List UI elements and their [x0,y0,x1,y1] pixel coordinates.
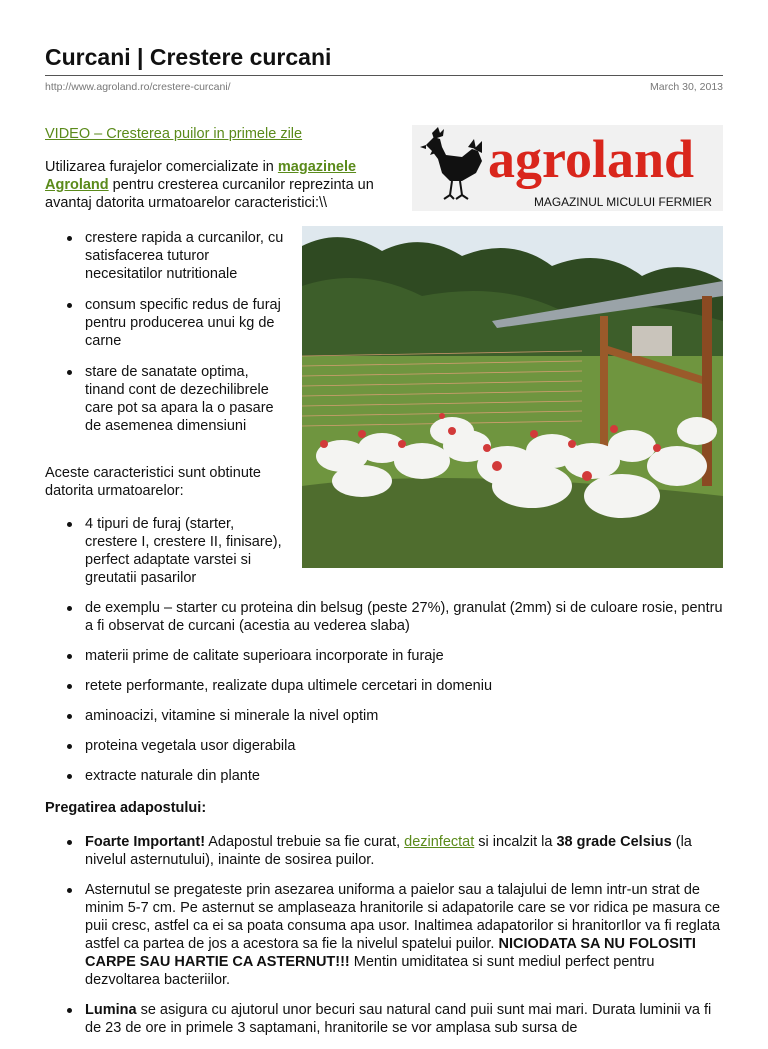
intro-text-before: Utilizarea furajelor comercializate in [45,159,278,175]
shelter-heading: Pregatirea adapostului: [45,800,207,816]
video-link[interactable]: VIDEO – Cresterea puilor in primele zile [45,126,303,142]
agroland-logo [412,125,723,211]
shelter-list [45,833,723,1049]
publish-date: March 30, 2013 [650,81,723,93]
stores-link[interactable]: magazinele Agroland [45,159,357,193]
reasons-list [45,515,723,797]
intro-text-after: pentru cresterea curcanilor reprezinta un avantaj datorita urmatoarelor caracteristici:\\ [45,177,374,211]
list-item: extracte naturale din plante [45,767,723,785]
list-item: de exemplu – starter cu proteina din belsug (peste 27%), granulat (2mm) si de culoare rosie, pentru a fi observat de curcani (acestia au vederea slaba) [45,599,723,635]
list-item: materii prime de calitate superioara incorporate in furaje [45,647,723,665]
list-item: consum specific redus de furaj pentru producerea unui kg de carne [45,296,285,350]
list-item: stare de sanatate optima, tinand cont de dezechilibrele care pot sa apara la o pasare de asemenea dimensiuni [45,363,285,435]
page-title: Curcani | Crestere curcani [45,44,332,70]
features-list [45,229,285,448]
item-text: Adapostul trebuie sa fie curat, [205,834,405,850]
item-text: (la nivelul asternutului), inainte de sosirea puilor. [85,834,692,868]
rooster-icon [420,127,482,199]
item-text: Asternutul se pregateste prin asezarea uniforma a paielor sau a talajului de lemn intr-un strat de minim 5-7 cm. Pe asternut se amplaseaza hranitorile si adapatorile care se vor ridica pe masura ce puii cresc, astfel ca ei sa poata consuma apa usor. Inaltimea adapatorilor si hranitorIlor va fi reglata astfel ca partea de jos a acestora sa fie la nivelul spatelui puilor. [85,882,721,952]
list-item: 4 tipuri de furaj (starter, crestere I, crestere II, finisare), perfect adaptate varstei si greutatii pasarilor [45,515,285,587]
item-text: se asigura cu ajutorul unor becuri sau natural cand puii sunt mai mari. Durata luminii va fi de 23 de ore in primele 3 saptamani, hranitorile se vor amplasa sub sursa de [85,1002,712,1036]
important-label: Foarte Important! [85,834,206,850]
list-item: proteina vegetala usor digerabila [45,737,723,755]
list-item: crestere rapida a curcanilor, cu satisfacerea tuturor necesitatilor nutritionale [45,229,285,283]
logo-tagline: MAGAZINUL MICULUI FERMIER [534,195,713,209]
logo-brand: agroland [488,129,695,189]
temperature-label: 38 grade Celsius [556,834,672,850]
item-text: Mentin umiditatea si sunt mediul perfect pentru dezvoltarea bacteriilor. [85,954,655,988]
item-text: si incalzit la [474,834,557,850]
list-item [45,1001,723,1037]
disinfected-link[interactable]: dezinfectat [404,834,475,850]
warning-label: NICIODATA SA NU FOLOSITI CARPE SAU HARTIE CA ASTERNUT!!! [85,936,696,970]
source-url[interactable]: http://www.agroland.ro/crestere-curcani/ [45,81,231,93]
header-divider [45,75,723,76]
list-item [45,833,723,869]
logo-graphic [412,125,723,211]
list-item [45,881,723,989]
light-label: Lumina [85,1002,137,1018]
intro-paragraph [45,158,395,212]
list-item: aminoacizi, vitamine si minerale la nivel optim [45,707,723,725]
list-item: retete performante, realizate dupa ultimele cercetari in domeniu [45,677,723,695]
reasons-intro: Aceste caracteristici sunt obtinute datorita urmatoarelor: [45,465,261,499]
